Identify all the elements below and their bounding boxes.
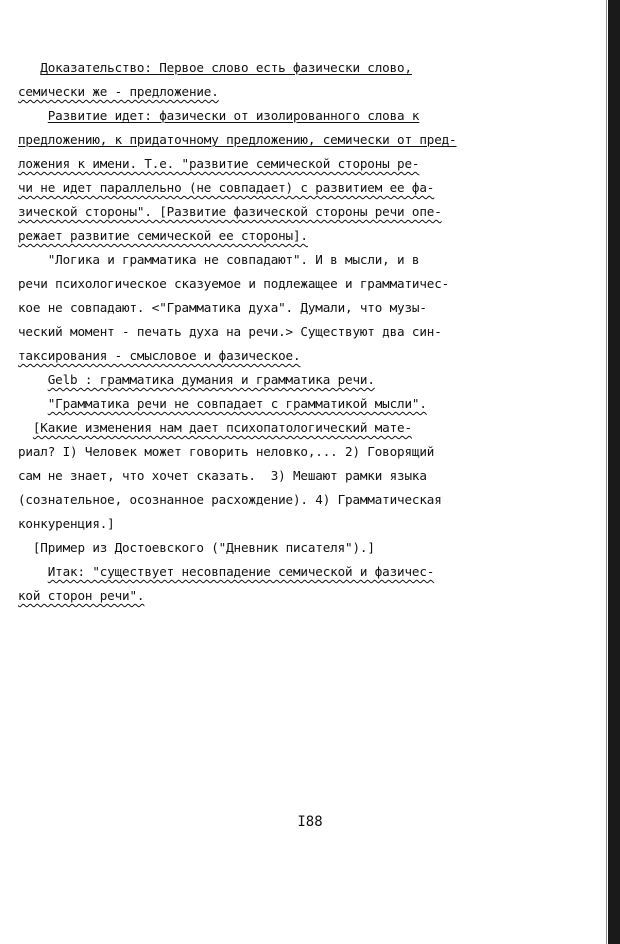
text-line: ческий момент - печать духа на речи.> Существуют два син-: [18, 324, 442, 339]
text-line: Итак: "существует несовпадение семической и фазичес-: [47, 564, 435, 579]
text-line: кой сторон речи".: [18, 588, 145, 603]
text-line: семически же - предложение.: [18, 84, 219, 99]
text-line: режает развитие семической ее стороны].: [18, 228, 308, 243]
text-line: [Пример из Достоевского ("Дневник писателя").]: [32, 540, 375, 555]
text-line: предложению, к придаточному предложению, семически от пред-: [18, 132, 457, 147]
body-text: [18, 56, 578, 608]
text-line: кое не совпадают. <"Грамматика духа". Думали, что музы-: [18, 300, 427, 315]
text-line: Gelb : грамматика думания и грамматика речи.: [47, 372, 375, 387]
text-line: чи не идет параллельно (не совпадает) с развитием ее фа-: [18, 180, 435, 195]
page-number: I88: [297, 814, 323, 830]
text-line: Доказательство: Первое слово есть фазически слово,: [40, 60, 412, 75]
text-line: сам не знает, что хочет сказать. 3) Мешают рамки языка: [18, 468, 427, 483]
text-line: ложения к имени. Т.е. "развитие семической стороны ре-: [18, 156, 420, 171]
text-line: (сознательное, осознанное расхождение). 4) Грамматическая: [18, 492, 442, 507]
text-line: [Какие изменения нам дает психопатологический мате-: [32, 420, 412, 435]
text-line: зической стороны". [Развитие фазической стороны речи опе-: [18, 204, 442, 219]
text-line: "Грамматика речи не совпадает с грамматикой мысли".: [47, 396, 427, 411]
text-line: риал? I) Человек может говорить неловко,... 2) Говорящий: [18, 444, 435, 459]
text-line: речи психологическое сказуемое и подлежащее и грамматичес-: [18, 276, 450, 291]
text-line: конкуренция.]: [18, 516, 115, 531]
text-line: Развитие идет: фазически от изолированного слова к: [47, 108, 420, 123]
text-line: "Логика и грамматика не совпадают". И в мысли, и в: [47, 252, 420, 267]
text-line: таксирования - смысловое и фазическое.: [18, 348, 301, 363]
scan-edge-bar: [608, 0, 620, 944]
